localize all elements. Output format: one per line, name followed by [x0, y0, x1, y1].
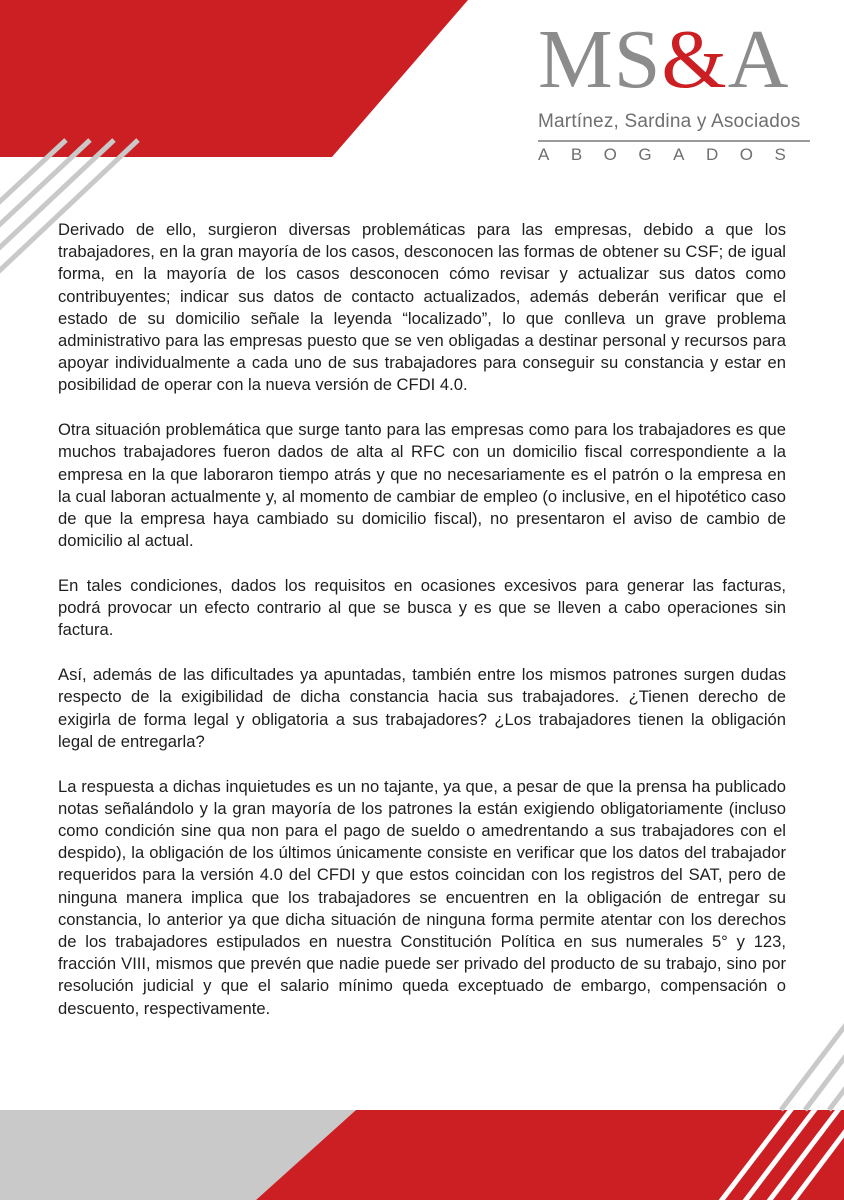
firm-logo: [536, 13, 812, 164]
logo-firm-name: Martínez, Sardina y Asociados: [538, 111, 801, 132]
header-red-band: [0, 0, 468, 157]
logo-divider: [538, 140, 810, 142]
paragraph-3: En tales condiciones, dados los requisitos en ocasiones excesivos para generar las facturas, podrá provocar un efecto contrario al que se busca y es que se lleven a cabo operaciones sin factura.: [58, 576, 786, 640]
paragraph-4: Así, además de las dificultades ya apuntadas, también entre los mismos patrones surgen dudas respecto de la exigibilidad de dicha constancia hacia sus trabajadores. ¿Tienen derecho de exigirla de forma legal y obligatoria a sus trabajadores? ¿Los trabajadores tienen la obligación legal de entregarla?: [58, 665, 786, 751]
logo-ampersand: &: [661, 13, 728, 106]
logo-initials: [538, 13, 790, 106]
logo-tagline: ABOGADOS: [538, 145, 808, 164]
document-body: [58, 219, 786, 1042]
logo-initials-right: A: [727, 13, 790, 106]
paragraph-1: Derivado de ello, surgieron diversas problemáticas para las empresas, debido a que los trabajadores, en la gran mayoría de los casos, desconocen las formas de obtener su CSF; de igual forma, en la mayoría de los casos desconocen cómo revisar y actualizar sus datos como contribuyentes; indicar sus datos de contacto actualizados, además deberán verificar que el estado de su domicilio señale la leyenda “localizado”, lo que conlleva un grave problema administrativo para las empresas puesto que se ven obligadas a destinar personal y recursos para apoyar individualmente a cada uno de sus trabajadores para conseguir su constancia y estar en posibilidad de operar con la nueva versión de CFDI 4.0.: [58, 220, 786, 395]
footer-stripes-upper: [781, 1022, 844, 1110]
logo-initials-left: MS: [538, 13, 662, 106]
paragraph-2: Otra situación problemática que surge tanto para las empresas como para los trabajadores es que muchos trabajadores fueron dados de alta al RFC con un domicilio fiscal correspondiente a la empresa en la que laboraron tiempo atrás y que no necesariamente es el patrón o la empresa en la cual laboran actualmente y, al momento de cambiar de empleo (o inclusive, en el hipotético caso de que la empresa haya cambiado su domicilio fiscal), no presentaron el aviso de cambio de domicilio al actual.: [58, 420, 786, 551]
paragraph-5: La respuesta a dichas inquietudes es un no tajante, ya que, a pesar de que la prensa ha publicado notas señalándolo y la gran mayoría de los patrones la están exigiendo obligatoriamente (incluso como condición sine qua non para el pago de sueldo o amedrentando a sus trabajadores con el despido), la obligación de los últimos únicamente consiste en verificar que los datos del trabajador requeridos para la versión 4.0 del CFDI y que estos coincidan con los registros del SAT, pero de ninguna manera implica que los trabajadores se encuentren en la obligación de entregar su constancia, lo anterior ya que dicha situación de ninguna forma permite atentar con los derechos de los trabajadores estipulados en nuestra Constitución Política en sus numerales 5° y 123, fracción VIII, mismos que prevén que nadie puede ser privado del producto de su trabajo, sino por resolución judicial y que el salario mínimo queda exceptuado de embargo, compensación o descuento, respectivamente.: [58, 776, 786, 1018]
